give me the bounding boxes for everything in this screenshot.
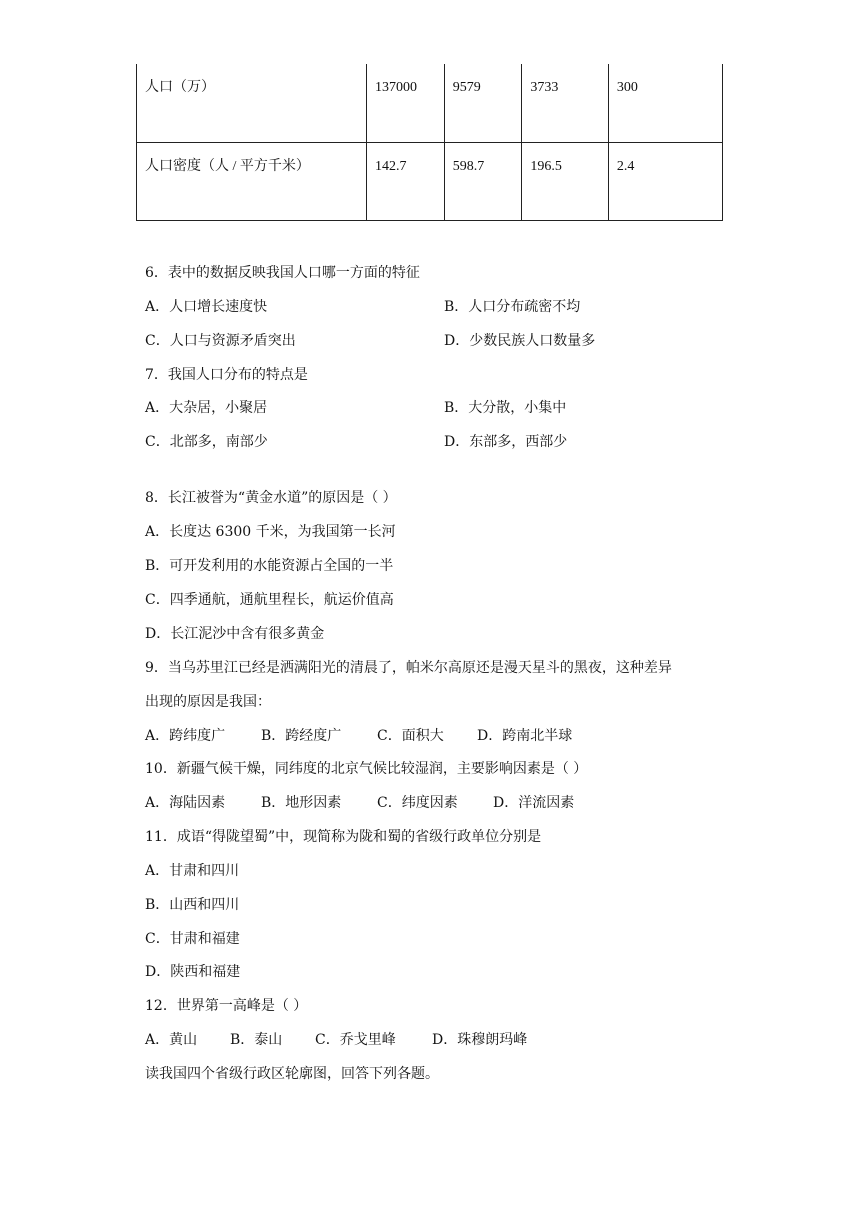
question-12-stem: 12．世界第一高峰是（ ） bbox=[145, 998, 308, 1014]
q8-option-d[interactable]: D．长江泥沙中含有很多黄金 bbox=[145, 626, 325, 642]
q10-option-d[interactable]: D．洋流因素 bbox=[493, 795, 575, 811]
q6-option-a[interactable]: A．人口增长速度快 bbox=[145, 299, 268, 315]
instruction-text: 读我国四个省级行政区轮廓图，回答下列各题。 bbox=[145, 1066, 439, 1082]
question-9-stem-cont: 出现的原因是我国： bbox=[145, 694, 271, 710]
table-cell: 598.7 bbox=[444, 143, 522, 221]
question-7-stem: 7．我国人口分布的特点是 bbox=[145, 367, 308, 383]
table-row bbox=[137, 64, 723, 143]
q12-options bbox=[145, 1030, 527, 1050]
q7-option-a[interactable]: A．大杂居，小聚居 bbox=[145, 400, 268, 416]
q10-options bbox=[145, 793, 574, 813]
q11-option-d[interactable]: D．陕西和福建 bbox=[145, 964, 241, 980]
question-6-stem: 6．表中的数据反映我国人口哪一方面的特征 bbox=[145, 265, 420, 281]
q12-option-d[interactable]: D．珠穆朗玛峰 bbox=[432, 1032, 528, 1048]
q6-option-d[interactable]: D．少数民族人口数量多 bbox=[444, 333, 596, 349]
q10-option-c[interactable]: C．纬度因素 bbox=[377, 795, 458, 811]
table-cell: 3733 bbox=[522, 64, 609, 143]
q9-options bbox=[145, 726, 572, 746]
q9-option-b[interactable]: B．跨经度广 bbox=[261, 728, 342, 744]
table-cell: 196.5 bbox=[522, 143, 609, 221]
q7-option-d[interactable]: D．东部多，西部少 bbox=[444, 434, 568, 450]
q7-option-b[interactable]: B．大分散，小集中 bbox=[444, 400, 567, 416]
q8-option-b[interactable]: B．可开发利用的水能资源占全国的一半 bbox=[145, 558, 394, 574]
q9-option-c[interactable]: C．面积大 bbox=[377, 728, 444, 744]
table-cell: 137000 bbox=[366, 64, 444, 143]
q11-option-b[interactable]: B．山西和四川 bbox=[145, 897, 240, 913]
table-cell: 2.4 bbox=[608, 143, 722, 221]
question-8-stem: 8．长江被誉为“黄金水道”的原因是（ ） bbox=[145, 490, 397, 506]
q11-option-a[interactable]: A．甘肃和四川 bbox=[145, 863, 240, 879]
q12-option-c[interactable]: C．乔戈里峰 bbox=[315, 1032, 396, 1048]
q8-option-a[interactable]: A．长度达 6300 千米，为我国第一长河 bbox=[145, 524, 396, 540]
table-row bbox=[137, 143, 723, 221]
question-9-stem: 9．当乌苏里江已经是洒满阳光的清晨了，帕米尔高原还是漫天星斗的黑夜，这种差异 bbox=[145, 660, 672, 676]
q11-option-c[interactable]: C．甘肃和福建 bbox=[145, 931, 240, 947]
question-10-stem: 10．新疆气候干燥，同纬度的北京气候比较湿润，主要影响因素是（ ） bbox=[145, 761, 588, 777]
table-cell: 9579 bbox=[444, 64, 522, 143]
row-label: 人口密度（人 / 平方千米） bbox=[137, 143, 367, 221]
q9-option-d[interactable]: D．跨南北半球 bbox=[477, 728, 573, 744]
q10-option-b[interactable]: B．地形因素 bbox=[261, 795, 342, 811]
q8-option-c[interactable]: C．四季通航，通航里程长，航运价值高 bbox=[145, 592, 394, 608]
population-table bbox=[136, 64, 723, 221]
question-11-stem: 11．成语“得陇望蜀”中，现简称为陇和蜀的省级行政单位分别是 bbox=[145, 829, 542, 845]
q10-option-a[interactable]: A．海陆因素 bbox=[145, 795, 226, 811]
table-cell: 300 bbox=[608, 64, 722, 143]
q12-option-b[interactable]: B．泰山 bbox=[230, 1032, 283, 1048]
q9-option-a[interactable]: A．跨纬度广 bbox=[145, 728, 226, 744]
table-cell: 142.7 bbox=[366, 143, 444, 221]
q6-option-c[interactable]: C．人口与资源矛盾突出 bbox=[145, 333, 296, 349]
row-label: 人口（万） bbox=[137, 64, 367, 143]
q7-option-c[interactable]: C．北部多，南部少 bbox=[145, 434, 268, 450]
q6-option-b[interactable]: B．人口分布疏密不均 bbox=[444, 299, 581, 315]
q12-option-a[interactable]: A．黄山 bbox=[145, 1032, 198, 1048]
